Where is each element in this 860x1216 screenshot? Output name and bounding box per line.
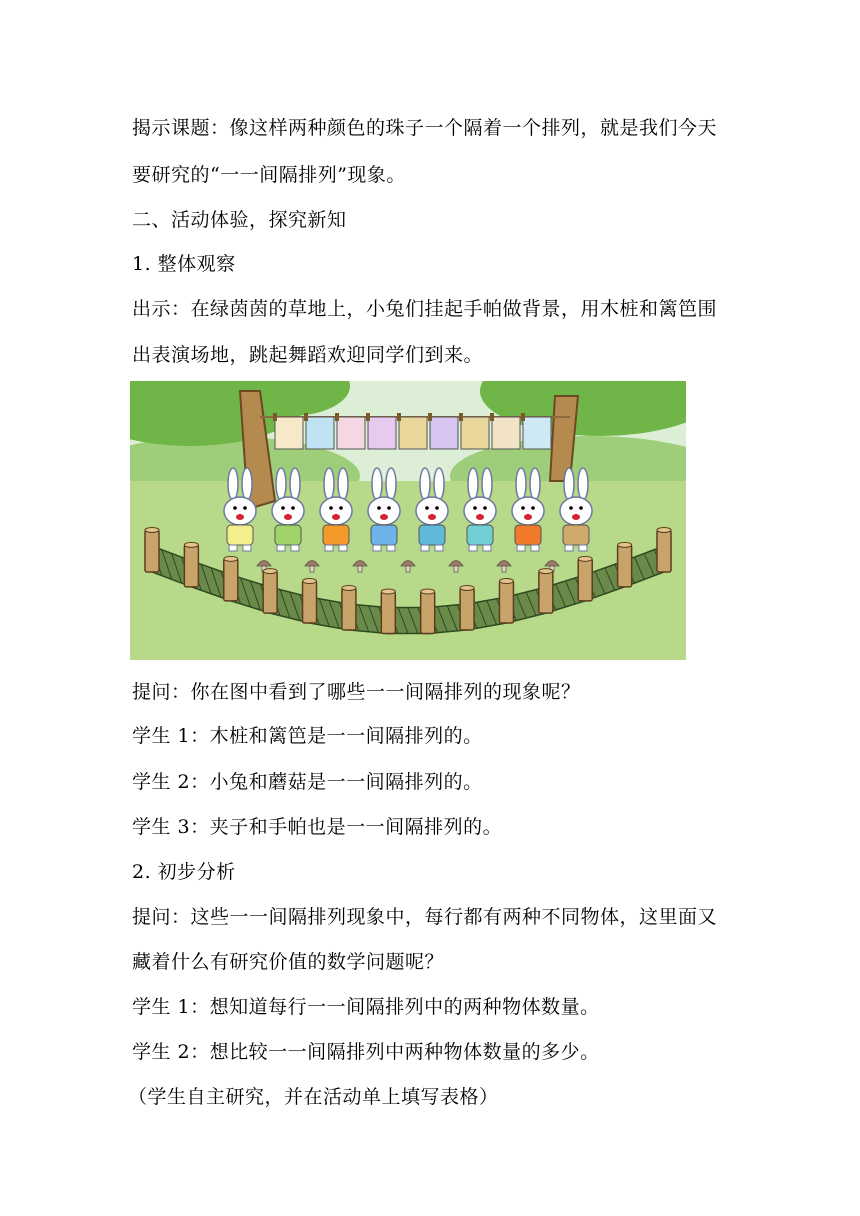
illustration-svg bbox=[130, 381, 686, 660]
clothespin bbox=[366, 413, 370, 421]
activity-note: （学生自主研究，并在活动单上填写表格） bbox=[128, 1086, 499, 1108]
fence-post bbox=[303, 581, 317, 623]
fence-post bbox=[499, 581, 513, 623]
fence-post bbox=[578, 559, 592, 601]
fence-post bbox=[618, 545, 632, 587]
student-1-answer-b: 学生 1：想知道每行一一间隔排列中的两种物体数量。 bbox=[132, 996, 600, 1018]
handkerchief-row bbox=[273, 413, 551, 449]
fence-post bbox=[224, 559, 238, 601]
question-1: 提问：你在图中看到了哪些一一间隔排列的现象呢？ bbox=[132, 681, 581, 703]
clothespin bbox=[521, 413, 525, 421]
rabbits-fence-illustration bbox=[130, 381, 686, 660]
handkerchief bbox=[461, 417, 489, 449]
intro-line-1: 揭示课题：像这样两种颜色的珠子一个隔着一个排列，就是我们今天 bbox=[132, 117, 718, 139]
clothespin bbox=[273, 413, 277, 421]
fence-post bbox=[381, 592, 395, 634]
section2-heading: 二、活动体验，探究新知 bbox=[132, 209, 347, 231]
clothespin bbox=[490, 413, 494, 421]
sub1-heading: 1. 整体观察 bbox=[132, 253, 236, 275]
clothespin bbox=[335, 413, 339, 421]
fence-post bbox=[460, 588, 474, 630]
intro-line-2: 要研究的“一一间隔排列”现象。 bbox=[132, 164, 406, 186]
show-line-1: 出示：在绿茵茵的草地上，小兔们挂起手帕做背景，用木桩和篱笆围 bbox=[132, 298, 718, 320]
handkerchief bbox=[368, 417, 396, 449]
clothespin bbox=[397, 413, 401, 421]
question-2-line-1: 提问：这些一一间隔排列现象中，每行都有两种不同物体，这里面又 bbox=[132, 906, 718, 928]
handkerchief bbox=[430, 417, 458, 449]
fence-post bbox=[657, 530, 671, 572]
handkerchief bbox=[492, 417, 520, 449]
sub2-heading: 2. 初步分析 bbox=[132, 861, 236, 883]
student-2-answer-a: 学生 2：小兔和蘑菇是一一间隔排列的。 bbox=[132, 771, 483, 793]
handkerchief bbox=[337, 417, 365, 449]
fence-post bbox=[145, 530, 159, 572]
fence-post bbox=[539, 571, 553, 613]
handkerchief bbox=[399, 417, 427, 449]
fence-post bbox=[184, 545, 198, 587]
show-line-2: 出表演场地，跳起舞蹈欢迎同学们到来。 bbox=[132, 344, 484, 366]
clothespin bbox=[428, 413, 432, 421]
handkerchief bbox=[306, 417, 334, 449]
student-2-answer-b: 学生 2：想比较一一间隔排列中两种物体数量的多少。 bbox=[132, 1041, 600, 1063]
student-1-answer-a: 学生 1：木桩和篱笆是一一间隔排列的。 bbox=[132, 725, 483, 747]
fence-post bbox=[342, 588, 356, 630]
handkerchief bbox=[275, 417, 303, 449]
fence-post bbox=[263, 571, 277, 613]
question-2-line-2: 藏着什么有研究价值的数学问题呢？ bbox=[132, 951, 445, 973]
student-3-answer-a: 学生 3：夹子和手帕也是一一间隔排列的。 bbox=[132, 816, 503, 838]
handkerchief bbox=[523, 417, 551, 449]
fence-post bbox=[421, 592, 435, 634]
clothespin bbox=[459, 413, 463, 421]
clothespin bbox=[304, 413, 308, 421]
